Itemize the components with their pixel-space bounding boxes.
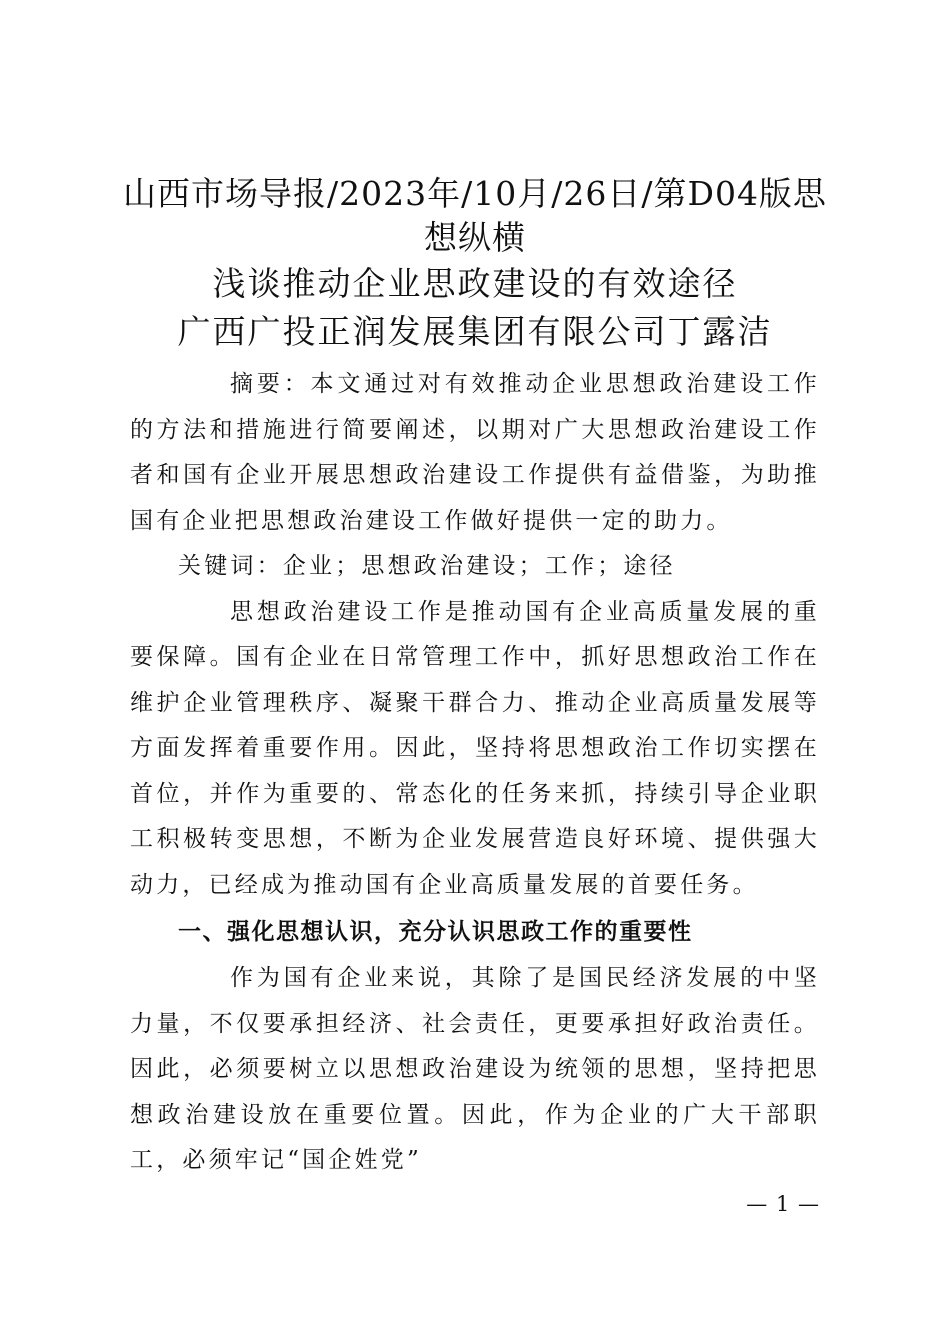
author-line: 广西广投正润发展集团有限公司丁露洁 bbox=[177, 312, 773, 351]
section-heading: 一、强化思想认识，充分认识思政工作的重要性 bbox=[178, 919, 693, 945]
title-block bbox=[120, 172, 830, 356]
abstract-paragraph: 摘要：本文通过对有效推动企业思想政治建设工作的方法和措施进行简要阐述，以期对广大思想政治建设工作者和国有企业开展思想政治建设工作提供有益借鉴，为助推国有企业把思想政治建设工作做好提供一定的助力。 bbox=[130, 371, 820, 534]
keywords-paragraph: 关键词：企业；思想政治建设；工作；途径 bbox=[178, 553, 676, 579]
section-paragraph: 作为国有企业来说，其除了是国民经济发展的中坚力量，不仅要承担经济、社会责任，更要承担好政治责任。因此，必须要树立以思想政治建设为统领的思想，坚持把思想政治建设放在重要位置。因此，作为企业的广大干部职工，必须牢记“国企姓党” bbox=[130, 965, 820, 1173]
article-title: 浅谈推动企业思政建设的有效途径 bbox=[212, 264, 738, 303]
page-number: — 1 — bbox=[746, 1192, 820, 1216]
intro-paragraph: 思想政治建设工作是推动国有企业高质量发展的重要保障。国有企业在日常管理工作中，抓好思想政治工作在维护企业管理秩序、凝聚干群合力、推动企业高质量发展等方面发挥着重要作用。因此，坚持将思想政治工作切实摆在首位，并作为重要的、常态化的任务来抓，持续引导企业职工积极转变思想，不断为企业发展营造良好环境、提供强大动力，已经成为推动国有企业高质量发展的首要任务。 bbox=[130, 598, 820, 898]
article-body bbox=[130, 362, 820, 1184]
source-line: 山西市场导报/2023年/10月/26日/第D04版思想纵横 bbox=[123, 174, 827, 257]
